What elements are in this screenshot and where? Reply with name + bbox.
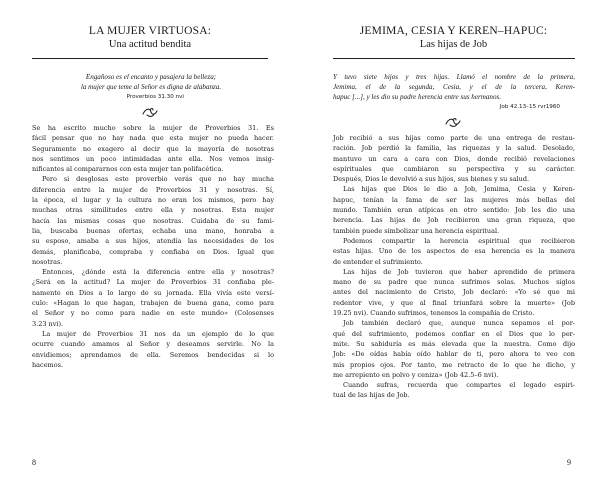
body-line: hacemos. <box>32 360 64 369</box>
body-line: namente en Dios a lo largo de su jornada. Ella vivía este versí- <box>32 288 274 297</box>
title-rule <box>32 58 268 59</box>
epigraph-reference: Proverbios 31.30 nvi <box>126 94 184 100</box>
epigraph <box>333 72 575 103</box>
body-line: qué del sufrimiento, podemos confiar en el Dios que lo per- <box>333 329 575 338</box>
epigraph-line: la mujer que teme al Señor es digna de alabanza. <box>80 83 222 92</box>
body-line: lia, buscaba buenas ofertas, echaba una mano, honraba a <box>32 226 274 235</box>
body-line: hapuc, tenían la fama de ser las mujeres más bellas del <box>333 195 575 204</box>
body-line: demás, planificaba, compraba y confiaba en Dios. Igual que <box>32 247 274 256</box>
body-line: mantuvo un cara a cara con Dios, donde recibió revelaciones <box>333 154 575 163</box>
ornament-icon <box>141 106 159 118</box>
body-line: culo: «Hagan lo que hagan, trabajen de buena gana, como para <box>32 299 274 308</box>
body-line: mite. Su sabiduría es más elevada que la nuestra. Como dijo <box>333 339 575 348</box>
body-line: ración. Job perdió la familia, las riquezas y la salud. Desolado, <box>333 144 575 153</box>
body-line: 3.23 nvi). <box>32 319 64 328</box>
right-page <box>304 0 603 486</box>
body-line: 19.25 nvi). Cuando sufrimos, tenemos la compañía de Cristo. <box>333 309 535 318</box>
body-line: ocurre cuando amamos al Señor y deseamos servirle. No la <box>32 340 274 349</box>
body-line: Job: «De oídas había oído hablar de ti, pero ahora te veo con <box>333 350 575 359</box>
page-subtitle: Las hijas de Job <box>419 39 488 50</box>
body-line: mis propios ojos. Por tanto, me retracto de lo que he dicho, y <box>333 360 575 369</box>
ornament-icon <box>444 116 462 128</box>
body-line: estas hijas. Uno de los aspectos de esa herencia es la manera <box>333 247 575 256</box>
page-number: 8 <box>32 458 36 467</box>
epigraph <box>40 72 262 92</box>
body-line: Las hijas de Job tuvieron que haber aprendido de primera <box>343 267 575 276</box>
body-line: diferencia entre la mujer de Proverbios 31 y nosotras. Sí, <box>32 185 274 194</box>
body-line: nos sentimos un poco intimidadas ante ella. Nos vemos insig- <box>32 154 274 163</box>
body-line: Se ha escrito mucho sobre la mujer de Proverbios 31. Es <box>32 124 274 132</box>
body-line: Pero si desglosas este proverbio verás que no hay mucha <box>42 175 274 184</box>
epigraph-reference: Job 42.13–15 rvr1960 <box>499 104 560 110</box>
page-title: LA MUJER VIRTUOSA: <box>88 25 212 37</box>
body-text <box>333 133 575 401</box>
body-line: ¿Será en la actitud? La mujer de Proverbios 31 confiaba ple- <box>32 278 274 287</box>
body-line: la época, el lugar y la cultura no eran los mismos, pero hay <box>32 196 274 205</box>
body-line: redentor vive, y que al final triunfará sobre la muerte» (Job <box>333 298 575 307</box>
page-number: 9 <box>567 458 571 467</box>
body-text <box>32 123 274 370</box>
body-line: Cuando sufras, recuerda que compartes el legado espiri- <box>343 381 575 390</box>
body-line: La mujer de Proverbios 31 nos da un ejemplo de lo que <box>42 329 274 338</box>
body-line: también puede simbolizar una herencia espiritual. <box>333 226 500 235</box>
body-line: de entender el sufrimiento. <box>333 257 423 266</box>
body-line: espirituales que cambiaron su perspectiva y su carácter. <box>333 164 575 173</box>
body-line: Job recibió a sus hijas como parte de una entrega de restau- <box>333 134 575 142</box>
epigraph-line: Engañoso es el encanto y pasajera la belleza; <box>85 73 217 81</box>
epigraph-line: Jemima, el de la segunda, Cesia, y el de la tercera, Keren- <box>333 83 575 92</box>
body-line: fácil pensar que no hay nada que esta mujer no pueda hacer. <box>32 134 274 143</box>
body-line: su esposo, amaba a sus hijos, atendía las necesidades de los <box>32 237 274 246</box>
body-line: Podemos compartir la herencia espiritual que recibieron <box>343 236 575 245</box>
title-rule <box>333 58 575 59</box>
body-line: nificantes al compararnos con esta mujer tan polifacética. <box>32 165 224 174</box>
page-subtitle: Una actitud bendita <box>108 39 192 50</box>
body-line: muchas otras similitudes entre ella y nosotras. Esta mujer <box>32 206 274 215</box>
body-line: antes del nacimiento de Cristo, Job declaró: «Yo sé que mi <box>333 288 575 297</box>
body-line: envidiemos; aprendamos de ella. Seremos bendecidas si lo <box>32 350 274 359</box>
body-line: Job también declaró que, aunque nunca sepamos el por- <box>343 319 575 328</box>
epigraph-line: Y tuvo siete hijos y tres hijas. Llamó el nombre de la primera, <box>333 73 575 81</box>
body-line: el Señor y no como para nadie en este mundo» (Colosenses <box>32 309 274 318</box>
left-page <box>0 0 300 486</box>
body-line: mundo. También eran atípicas en otro sentido: Job les dio una <box>333 206 575 215</box>
page-title: JEMIMA, CESIA Y KEREN–HAPUC: <box>359 25 548 37</box>
body-line: tual de las hijas de Job. <box>333 391 410 400</box>
body-line: me arrepiento en polvo y ceniza» (Job 42.5–6 nvi). <box>333 370 499 379</box>
body-line: mano de su padre que nunca sufrimos solas. Muchos siglos <box>333 278 575 287</box>
body-line: herencia. Las hijas de Job recibieron una gran riqueza, que <box>333 216 575 225</box>
body-line: Después, Dios le devolvió a sus hijos, sus bienes y su salud. <box>333 175 530 184</box>
body-line: Seguramente no exagero al decir que la mayoría de nosotras <box>32 144 274 153</box>
body-line: hacía las mismas cosas que nosotras. Cuidaba de su fami- <box>32 216 274 225</box>
body-line: Las hijas que Dios le dio a Job, Jemima, Cesia y Keren- <box>343 185 575 194</box>
epigraph-line: hapuc [...], y les dio su padre herencia entre sus hermanos. <box>333 93 502 102</box>
body-line: Entonces, ¿dónde está la diferencia entre ella y nosotras? <box>42 268 274 277</box>
body-line: nosotras. <box>32 257 63 266</box>
